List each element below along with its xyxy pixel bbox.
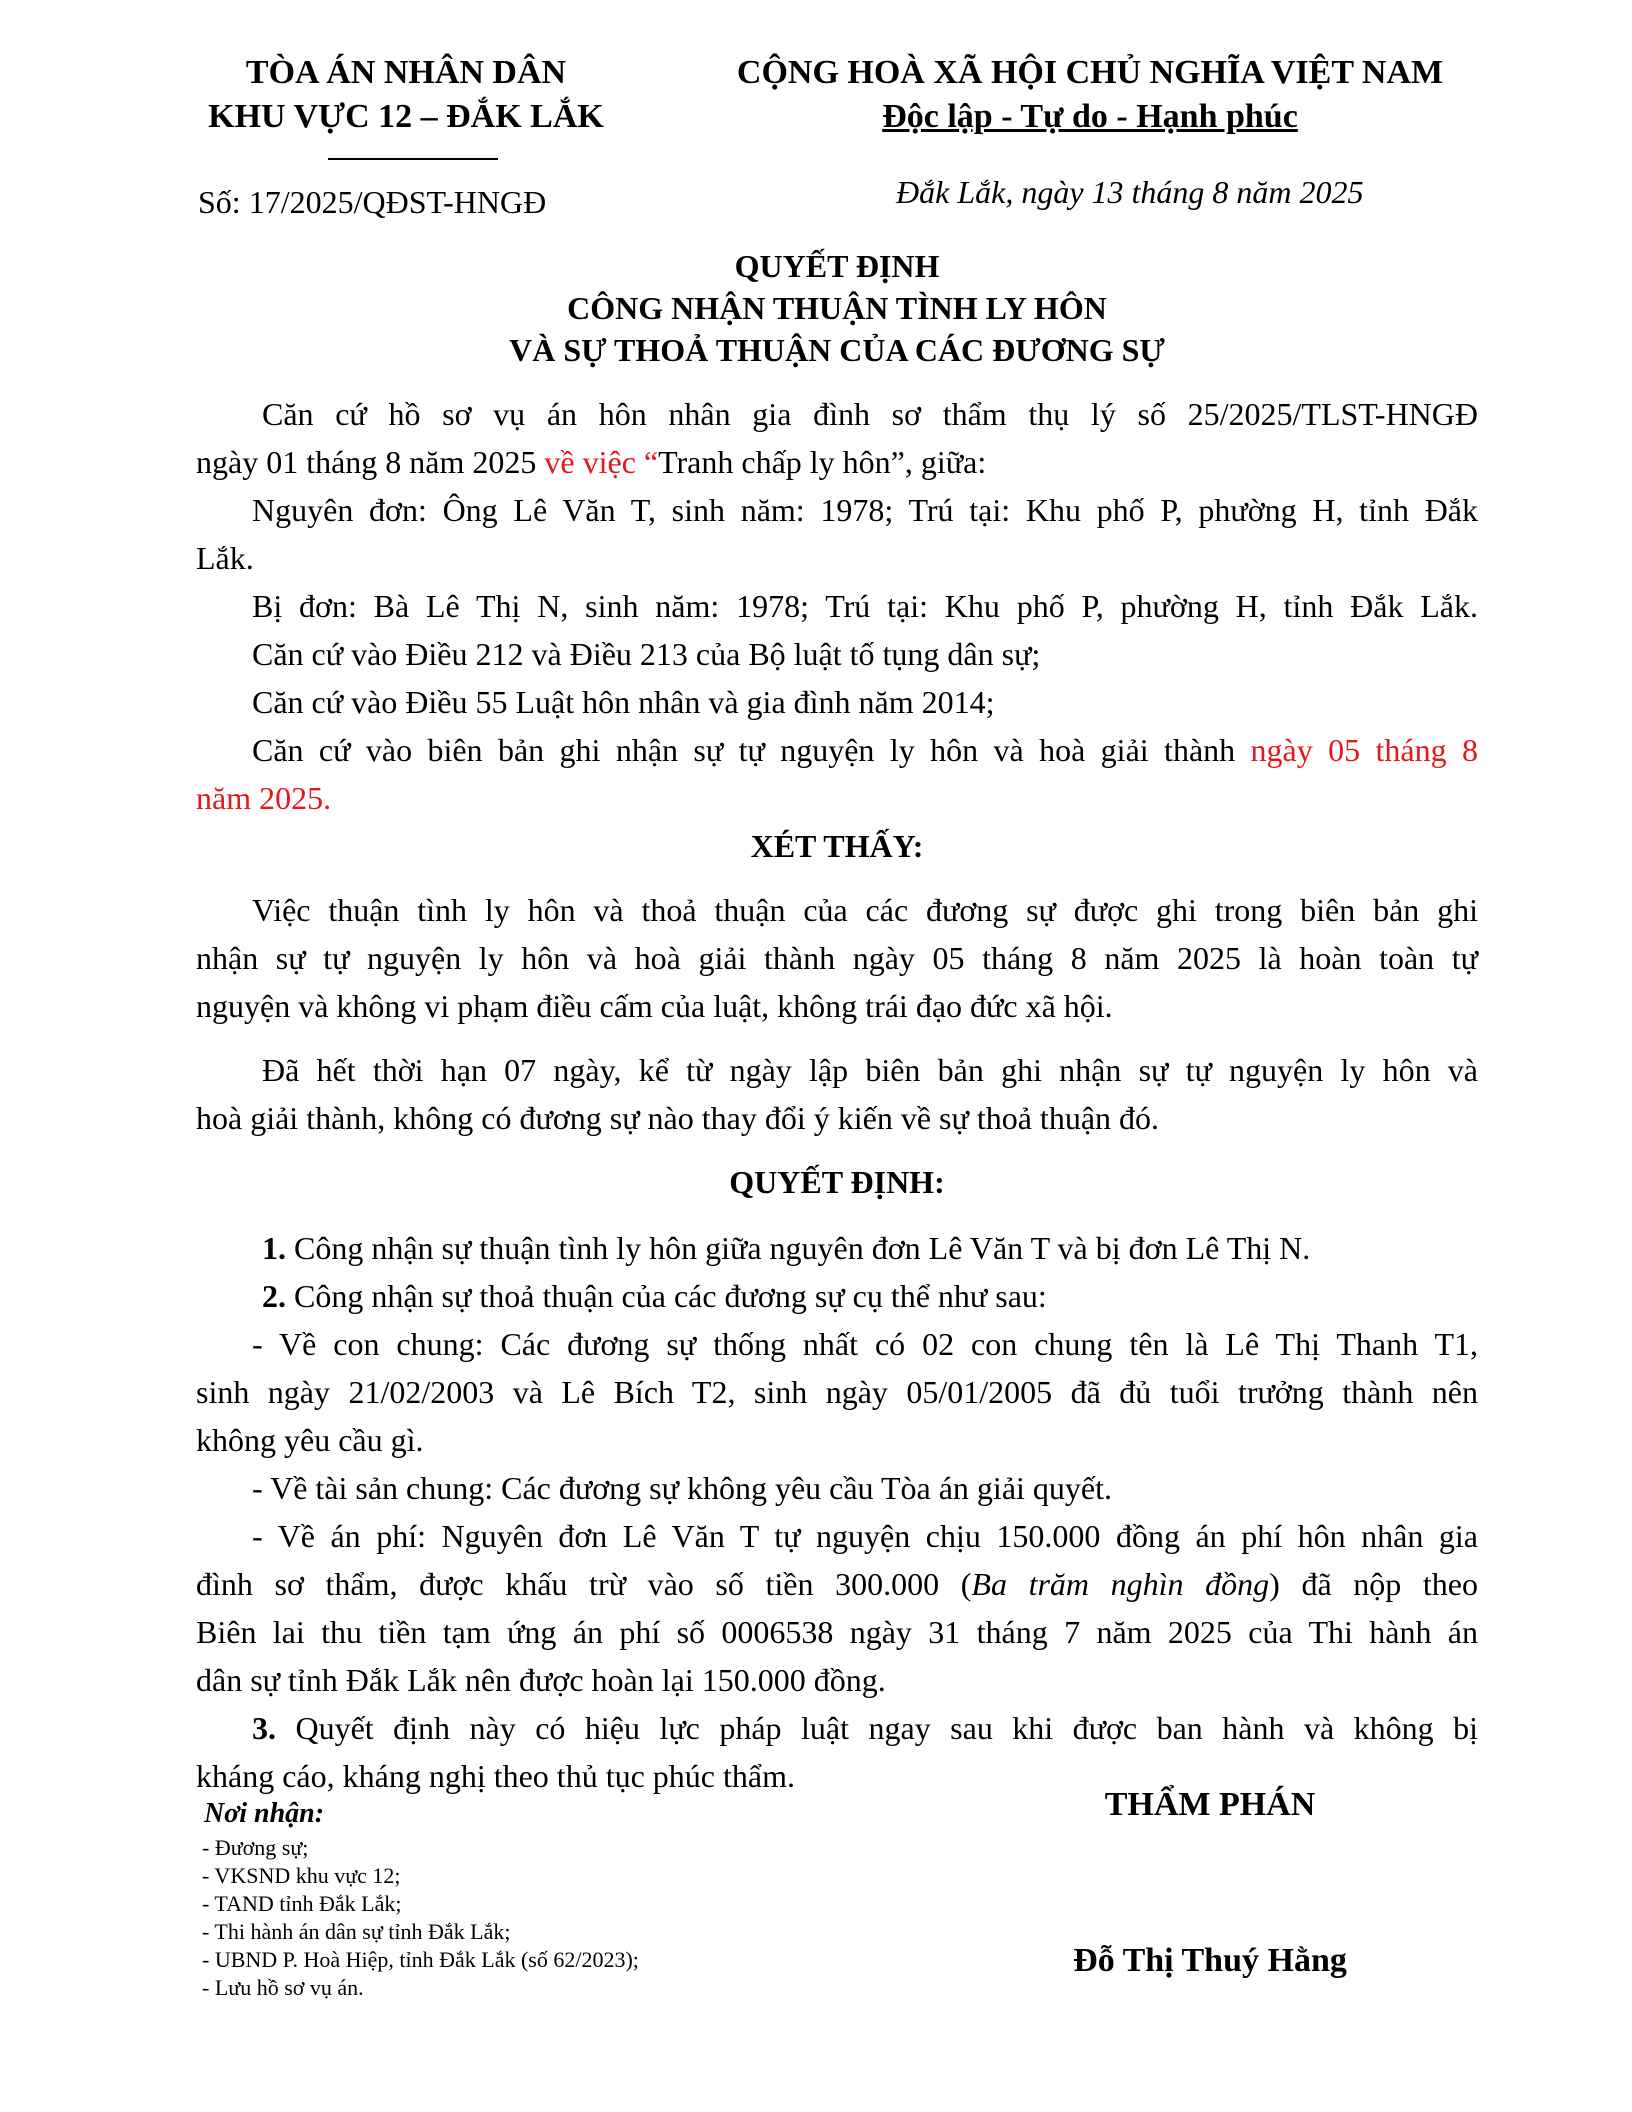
decision-item-2-text: Công nhận sự thoả thuận của các đương sự cụ thể như sau: — [286, 1278, 1047, 1314]
decision-item-1-text: Công nhận sự thuận tình ly hôn giữa nguyên đơn Lê Văn T và bị đơn Lê Thị N. — [286, 1230, 1311, 1266]
title-line2: CÔNG NHẬN THUẬN TÌNH LY HÔN — [567, 290, 1107, 326]
fee-line3: Biên lai thu tiền tạm ứng án phí số 0006538 ngày 31 tháng 7 năm 2025 của Thi hành án — [196, 1614, 1478, 1650]
findings-p2-line1: Đã hết thời hạn 07 ngày, kể từ ngày lập biên bản ghi nhận sự tự nguyện ly hôn và — [262, 1052, 1478, 1088]
fee-line2-c: ) đã nộp theo — [1269, 1566, 1479, 1602]
law-basis-2: Căn cứ vào Điều 55 Luật hôn nhân và gia đình năm 2014; — [252, 684, 995, 720]
decision-item-2 — [262, 1280, 1047, 1312]
nation-motto: Độc lập - Tự do - Hạnh phúc — [882, 98, 1298, 135]
plaintiff-line2: Lắk. — [196, 540, 254, 576]
record-basis-line2: năm 2025. — [196, 780, 332, 816]
title-line1: QUYẾT ĐỊNH — [734, 248, 940, 284]
recipient-item: - TAND tỉnh Đắk Lắk; — [202, 1891, 402, 1916]
children-line2: sinh ngày 21/02/2003 và Lê Bích T2, sinh ngày 05/01/2005 đã đủ tuổi trưởng thành nên — [196, 1374, 1478, 1410]
plaintiff-line1: Nguyên đơn: Ông Lê Văn T, sinh năm: 1978; Trú tại: Khu phố P, phường H, tỉnh Đắk — [252, 492, 1478, 528]
decision-item-3-number: 3. — [252, 1710, 276, 1746]
place-date: Đắk Lắk, ngày 13 tháng 8 năm 2025 — [896, 174, 1364, 210]
recipient-item: - VKSND khu vực 12; — [202, 1863, 401, 1888]
findings-p2-line2: hoà giải thành, không có đương sự nào thay đổi ý kiến về sự thoả thuận đó. — [196, 1100, 1160, 1136]
findings-p1-line3: nguyện và không vi phạm điều cấm của luật, không trái đạo đức xã hội. — [196, 988, 1113, 1024]
recipient-item: - Lưu hồ sơ vụ án. — [202, 1975, 364, 2000]
children-line3: không yêu cầu gì. — [196, 1422, 424, 1458]
basis-line2-case: Tranh chấp ly hôn”, giữa: — [658, 444, 987, 480]
findings-p1-line2: nhận sự tự nguyện ly hôn và hoà giải thành ngày 05 tháng 8 năm 2025 là hoàn toàn tự — [196, 940, 1478, 976]
recipient-item: - Đương sự; — [202, 1835, 309, 1860]
law-basis-1: Căn cứ vào Điều 212 và Điều 213 của Bộ luật tố tụng dân sự; — [252, 636, 1041, 672]
basis-line1: Căn cứ hồ sơ vụ án hôn nhân gia đình sơ thẩm thụ lý số 25/2025/TLST-HNGĐ — [262, 396, 1478, 432]
fee-line4: dân sự tỉnh Đắk Lắk nên được hoàn lại 150.000 đồng. — [196, 1662, 886, 1698]
title-line3: VÀ SỰ THOẢ THUẬN CỦA CÁC ĐƯƠNG SỰ — [509, 332, 1165, 368]
decision-item-2-number: 2. — [262, 1278, 286, 1314]
fee-line2 — [196, 1568, 1478, 1600]
recipient-item: - UBND P. Hoà Hiệp, tỉnh Đắk Lắk (số 62/2023); — [202, 1947, 639, 1972]
fee-amount-words: Ba trăm nghìn đồng — [971, 1566, 1270, 1602]
basis-line2 — [196, 446, 986, 478]
document-number: Số: 17/2025/QĐST-HNGĐ — [198, 184, 547, 220]
decision-item-3-line2: kháng cáo, kháng nghị theo thủ tục phúc thẩm. — [196, 1758, 795, 1794]
record-basis-text: Căn cứ vào biên bản ghi nhận sự tự nguyện ly hôn và hoà giải thành — [252, 732, 1251, 768]
decision-heading: QUYẾT ĐỊNH: — [729, 1164, 945, 1200]
fee-line1: - Về án phí: Nguyên đơn Lê Văn T tự nguyện chịu 150.000 đồng án phí hôn nhân gia — [252, 1518, 1478, 1554]
signer-title: THẨM PHÁN — [1104, 1786, 1316, 1823]
court-name-divider — [328, 158, 498, 160]
basis-line2-regarding: về việc “ — [544, 444, 659, 480]
recipient-item: - Thi hành án dân sự tỉnh Đắk Lắk; — [202, 1919, 511, 1944]
children-line1: - Về con chung: Các đương sự thống nhất có 02 con chung tên là Lê Thị Thanh T1, — [252, 1326, 1478, 1362]
record-basis-line1 — [252, 734, 1478, 766]
decision-item-3-line1 — [252, 1712, 1478, 1744]
record-basis-date: ngày 05 tháng 8 — [1250, 732, 1479, 768]
basis-line2-date: ngày 01 tháng 8 năm 2025 — [196, 444, 545, 480]
findings-p1-line1: Việc thuận tình ly hôn và thoả thuận của các đương sự được ghi trong biên bản ghi — [252, 892, 1478, 928]
court-name-line1: TÒA ÁN NHÂN DÂN — [245, 54, 567, 91]
decision-item-3-text: Quyết định này có hiệu lực pháp luật ngay sau khi được ban hành và không bị — [276, 1710, 1478, 1746]
signer-name: Đỗ Thị Thuý Hằng — [1073, 1942, 1347, 1979]
decision-item-1 — [262, 1232, 1310, 1264]
findings-heading: XÉT THẤY: — [750, 828, 924, 864]
nation-name: CỘNG HOÀ XÃ HỘI CHỦ NGHĨA VIỆT NAM — [736, 54, 1444, 91]
fee-line2-a: đình sơ thẩm, được khấu trừ vào số tiền 300.000 ( — [196, 1566, 972, 1602]
decision-item-1-number: 1. — [262, 1230, 286, 1266]
court-name-line2: KHU VỰC 12 – ĐẮK LẮK — [208, 98, 604, 135]
recipients-heading: Nơi nhận: — [204, 1798, 325, 1829]
property-line: - Về tài sản chung: Các đương sự không yêu cầu Tòa án giải quyết. — [252, 1470, 1112, 1506]
defendant-line: Bị đơn: Bà Lê Thị N, sinh năm: 1978; Trú tại: Khu phố P, phường H, tỉnh Đắk Lắk. — [252, 588, 1478, 624]
